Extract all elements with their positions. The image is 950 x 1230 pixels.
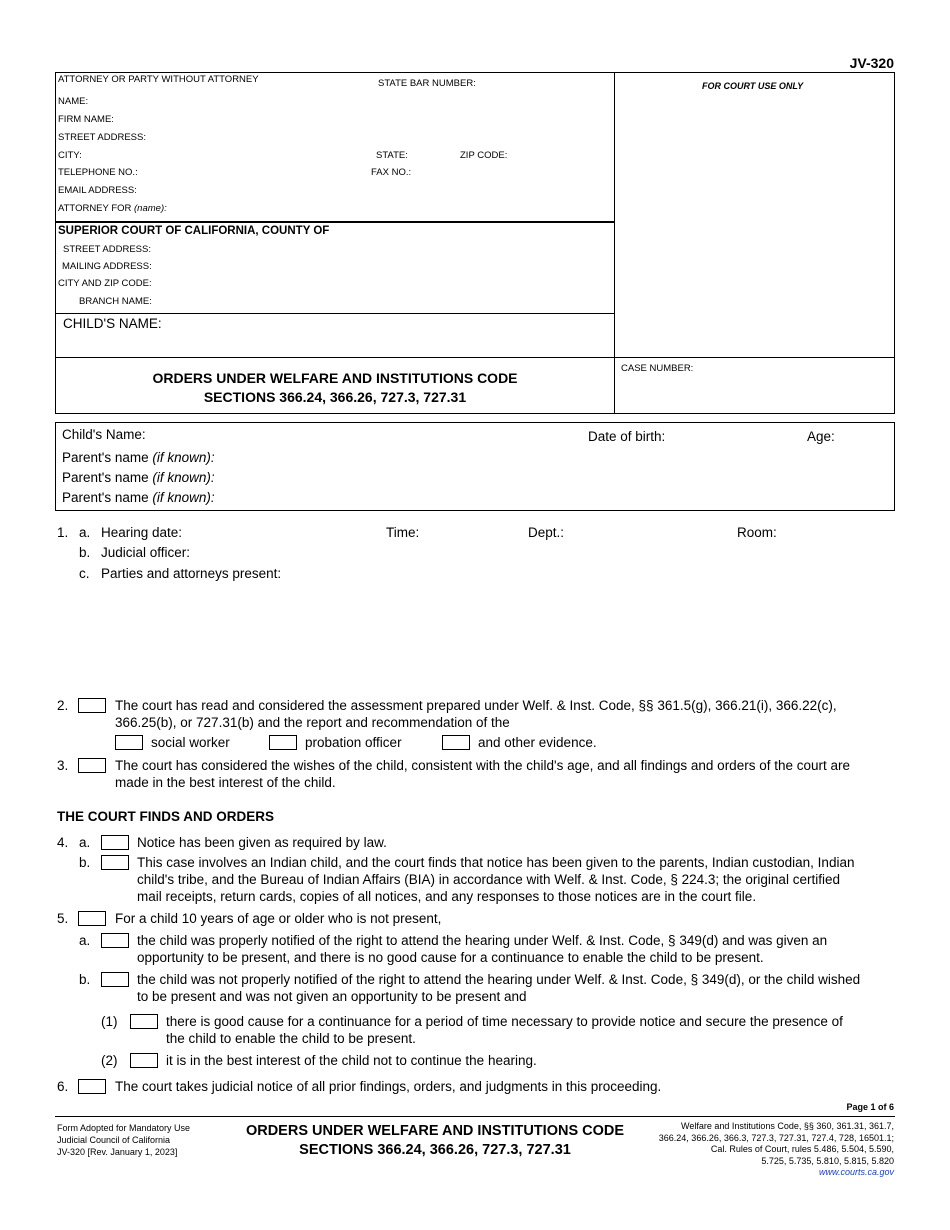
item-2-text: The court has read and considered the assessment prepared under Welf. & Inst. Code, §§ 361.5(g), 366.21(i), 366.22(c), 366.25(b), or 727.31(b) and the report and recommendation of the — [115, 698, 837, 730]
item-4b-letter: b. — [79, 855, 91, 870]
footer-left: Form Adopted for Mandatory Use Judicial Council of California JV-320 [Rev. January 1, 2023] — [57, 1123, 191, 1157]
room-label: Room: — [737, 525, 777, 540]
item-3-checkbox[interactable] — [78, 758, 106, 773]
item-4b-text: This case involves an Indian child, and the court finds that notice has been given to the parents, Indian custodian, Indian child's tribe, and the Bureau of Indian Affairs (BIA) in accordance with Welf. & Inst. Code, § 224.3; the original certified mail receipts, return cards, copies of all notices, and any responses to those notices are in the court file. — [137, 855, 855, 904]
form-title: ORDERS UNDER WELFARE AND INSTITUTIONS CODE SECTIONS 366.24, 366.26, 727.3, 727.31 — [152, 370, 518, 405]
item-6-text: The court takes judicial notice of all prior findings, orders, and judgments in this proceeding. — [115, 1079, 662, 1094]
judicial-officer-label: Judicial officer: — [101, 545, 191, 560]
item-3-text: The court has considered the wishes of the child, consistent with the child's age, and all findings and orders of the court are made in the best interest of the child. — [115, 758, 850, 790]
other-evidence-label: and other evidence. — [478, 735, 597, 750]
item-5b1-text: there is good cause for a continuance for a period of time necessary to provide notice and secure the presence of the child to enable the child to be present. — [166, 1014, 843, 1046]
item-5a-text: the child was properly notified of the right to attend the hearing under Welf. & Inst. Code, § 349(d) and was given an opportunity to be present, and there is no good cause for a continuance to enable the child to be present. — [137, 933, 828, 965]
courts-url-link[interactable]: www.courts.ca.gov — [818, 1167, 894, 1177]
social-worker-label: social worker — [151, 735, 230, 750]
for-court-use-label: FOR COURT USE ONLY — [702, 81, 804, 91]
item-3-number: 3. — [57, 758, 69, 773]
item-5b2-text: it is in the best interest of the child not to continue the hearing. — [166, 1053, 537, 1068]
time-label: Time: — [386, 525, 420, 540]
age-label: Age: — [807, 429, 835, 444]
item-5-checkbox[interactable] — [78, 911, 106, 926]
caption-box — [55, 72, 615, 414]
state-label: STATE: — [376, 150, 408, 161]
fax-label: FAX NO.: — [371, 167, 412, 178]
attorney-label: ATTORNEY OR PARTY WITHOUT ATTORNEY — [58, 74, 259, 85]
city-label: CITY: — [58, 150, 82, 161]
firm-name-label: FIRM NAME: — [58, 114, 114, 125]
item-5a-checkbox[interactable] — [101, 933, 129, 948]
child-name-label: Child's Name: — [62, 427, 146, 442]
item-5-text: For a child 10 years of age or older who is not present, — [115, 911, 442, 926]
probation-officer-checkbox[interactable] — [269, 735, 297, 750]
item-4a-checkbox[interactable] — [101, 835, 129, 850]
dept-label: Dept.: — [528, 525, 565, 540]
parent-name-label-3: Parent's name (if known): — [62, 490, 215, 505]
item-5-number: 5. — [57, 911, 69, 926]
item-4-number: 4. — [57, 835, 69, 850]
name-label: NAME: — [58, 96, 89, 107]
item-6-number: 6. — [57, 1079, 69, 1094]
item-5b1-number: (1) — [101, 1014, 118, 1029]
item-6-checkbox[interactable] — [78, 1079, 106, 1094]
other-evidence-checkbox[interactable] — [442, 735, 470, 750]
item-4b-checkbox[interactable] — [101, 855, 129, 870]
dob-label: Date of birth: — [588, 429, 666, 444]
parties-present-label: Parties and attorneys present: — [101, 566, 282, 581]
item-5b-letter: b. — [79, 972, 91, 987]
parent-name-label-1: Parent's name (if known): — [62, 450, 215, 465]
court-city-zip-label: CITY AND ZIP CODE: — [58, 278, 152, 289]
attorney-for-label: ATTORNEY FOR (name): — [58, 203, 167, 214]
court-title: SUPERIOR COURT OF CALIFORNIA, COUNTY OF — [58, 225, 330, 237]
page-number: Page 1 of 6 — [846, 1102, 894, 1112]
item-4a-letter: a. — [79, 835, 91, 850]
item-5a-letter: a. — [79, 933, 91, 948]
parent-name-label-2: Parent's name (if known): — [62, 470, 215, 485]
item-5b-checkbox[interactable] — [101, 972, 129, 987]
court-street-label: STREET ADDRESS: — [63, 244, 151, 255]
probation-officer-label: probation officer — [305, 735, 402, 750]
hearing-date-label: Hearing date: — [101, 525, 183, 540]
item-1-number: 1. — [57, 525, 69, 540]
email-label: EMAIL ADDRESS: — [58, 185, 137, 196]
state-bar-label: STATE BAR NUMBER: — [378, 78, 476, 89]
telephone-label: TELEPHONE NO.: — [58, 167, 138, 178]
item-1c-letter: c. — [79, 566, 90, 581]
court-mailing-label: MAILING ADDRESS: — [62, 261, 152, 272]
item-2-number: 2. — [57, 698, 69, 713]
social-worker-checkbox[interactable] — [115, 735, 143, 750]
footer-right: Welfare and Institutions Code, §§ 360, 361.31, 361.7, 366.24, 366.26, 366.3, 727.3, 727.31, 727.4, 728, 16501.1; Cal. Rules of Court, rules 5.486, 5.504, 5.590, 5.725, 5.735, 5.810, 5.815, 5.820 www.courts.ca.gov — [658, 1121, 894, 1177]
footer-title: ORDERS UNDER WELFARE AND INSTITUTIONS CODE SECTIONS 366.24, 366.26, 727.3, 727.31 — [245, 1123, 625, 1158]
item-5b2-checkbox[interactable] — [130, 1053, 158, 1068]
item-1a-letter: a. — [79, 525, 91, 540]
item-5b2-number: (2) — [101, 1053, 118, 1068]
zip-code-label: ZIP CODE: — [460, 150, 508, 161]
item-2-checkbox[interactable] — [78, 698, 106, 713]
item-1b-letter: b. — [79, 545, 91, 560]
court-branch-label: BRANCH NAME: — [79, 296, 152, 307]
section-heading: THE COURT FINDS AND ORDERS — [57, 809, 275, 824]
form-id: JV-320 — [849, 55, 894, 71]
case-number-label: CASE NUMBER: — [621, 363, 694, 374]
item-5b-text: the child was not properly notified of the right to attend the hearing under Welf. & Inst. Code, § 349(d), or the child wished to be present and was not given an opportunity to be present and — [137, 972, 861, 1004]
item-5b1-checkbox[interactable] — [130, 1014, 158, 1029]
item-4a-text: Notice has been given as required by law. — [137, 835, 387, 850]
street-address-label: STREET ADDRESS: — [58, 132, 146, 143]
childs-name-caption-label: CHILD'S NAME: — [63, 316, 162, 331]
